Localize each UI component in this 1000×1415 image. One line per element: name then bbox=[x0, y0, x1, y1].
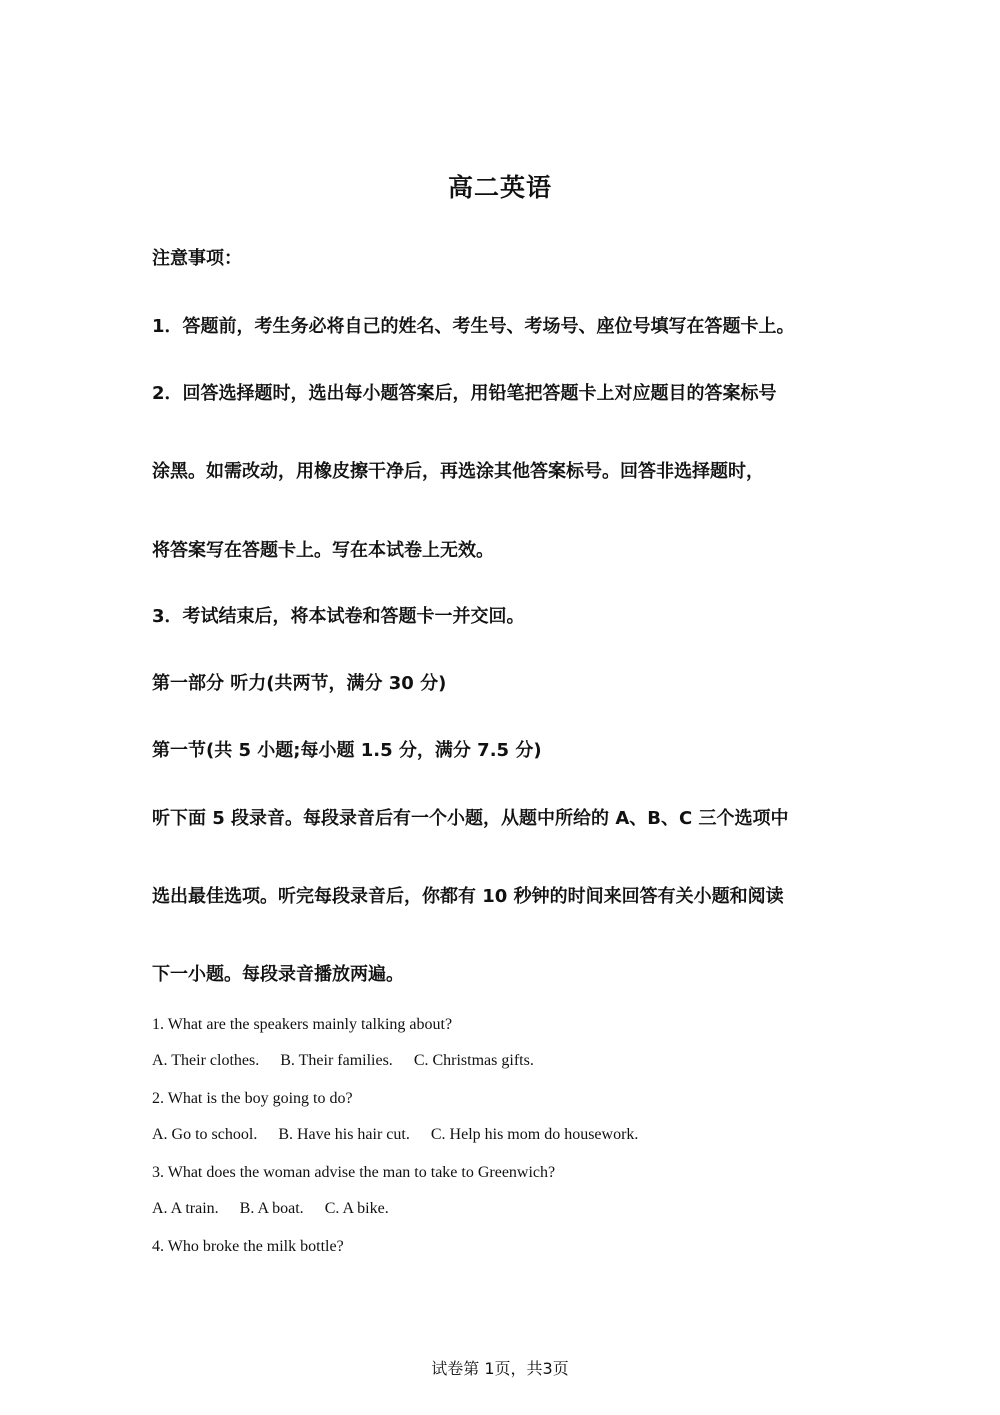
question-1: 1. What are the speakers mainly talking about? bbox=[152, 1016, 453, 1033]
option-a: A. A train. bbox=[152, 1200, 219, 1217]
option-b: B. Their families. bbox=[280, 1052, 393, 1069]
question-2-options bbox=[152, 1126, 655, 1144]
page-title: 高二英语 bbox=[447, 173, 552, 202]
notice-item-2: 2．回答选择题时，选出每小题答案后，用铅笔把答题卡上对应题目的答案标号 bbox=[152, 383, 777, 404]
question-3: 3. What does the woman advise the man to take to Greenwich? bbox=[152, 1164, 556, 1181]
notice-item-2-cont-2: 将答案写在答题卡上。写在本试卷上无效。 bbox=[152, 540, 494, 561]
question-3-options bbox=[152, 1200, 406, 1218]
option-b: B. A boat. bbox=[239, 1200, 304, 1217]
notice-item-2-cont: 涂黑。如需改动，用橡皮擦干净后，再选涂其他答案标号。回答非选择题时， bbox=[152, 461, 764, 482]
question-1-options bbox=[152, 1052, 551, 1070]
section1-heading: 第一节(共 5 小题;每小题 1.5 分，满分 7.5 分) bbox=[152, 740, 542, 761]
instruction-line-2: 选出最佳选项。听完每段录音后，你都有 10 秒钟的时间来回答有关小题和阅读 bbox=[152, 886, 784, 907]
question-2: 2. What is the boy going to do? bbox=[152, 1090, 353, 1107]
notice-item-1: 1．答题前，考生务必将自己的姓名、考生号、考场号、座位号填写在答题卡上。 bbox=[152, 316, 795, 337]
instruction-line-3: 下一小题。每段录音播放两遍。 bbox=[152, 964, 404, 985]
option-c: C. Help his mom do housework. bbox=[430, 1126, 639, 1143]
notice-heading: 注意事项： bbox=[152, 248, 242, 269]
part1-heading: 第一部分 听力(共两节，满分 30 分) bbox=[152, 673, 447, 694]
option-c: C. Christmas gifts. bbox=[413, 1052, 534, 1069]
question-4: 4. Who broke the milk bottle? bbox=[152, 1238, 344, 1255]
option-b: B. Have his hair cut. bbox=[278, 1126, 410, 1143]
option-c: C. A bike. bbox=[324, 1200, 389, 1217]
notice-item-3: 3．考试结束后，将本试卷和答题卡一并交回。 bbox=[152, 606, 525, 627]
instruction-line-1: 听下面 5 段录音。每段录音后有一个小题，从题中所给的 A、B、C 三个选项中 bbox=[152, 808, 789, 829]
page-footer: 试卷第 1页，共3页 bbox=[431, 1359, 569, 1378]
option-a: A. Their clothes. bbox=[152, 1052, 260, 1069]
option-a: A. Go to school. bbox=[152, 1126, 258, 1143]
